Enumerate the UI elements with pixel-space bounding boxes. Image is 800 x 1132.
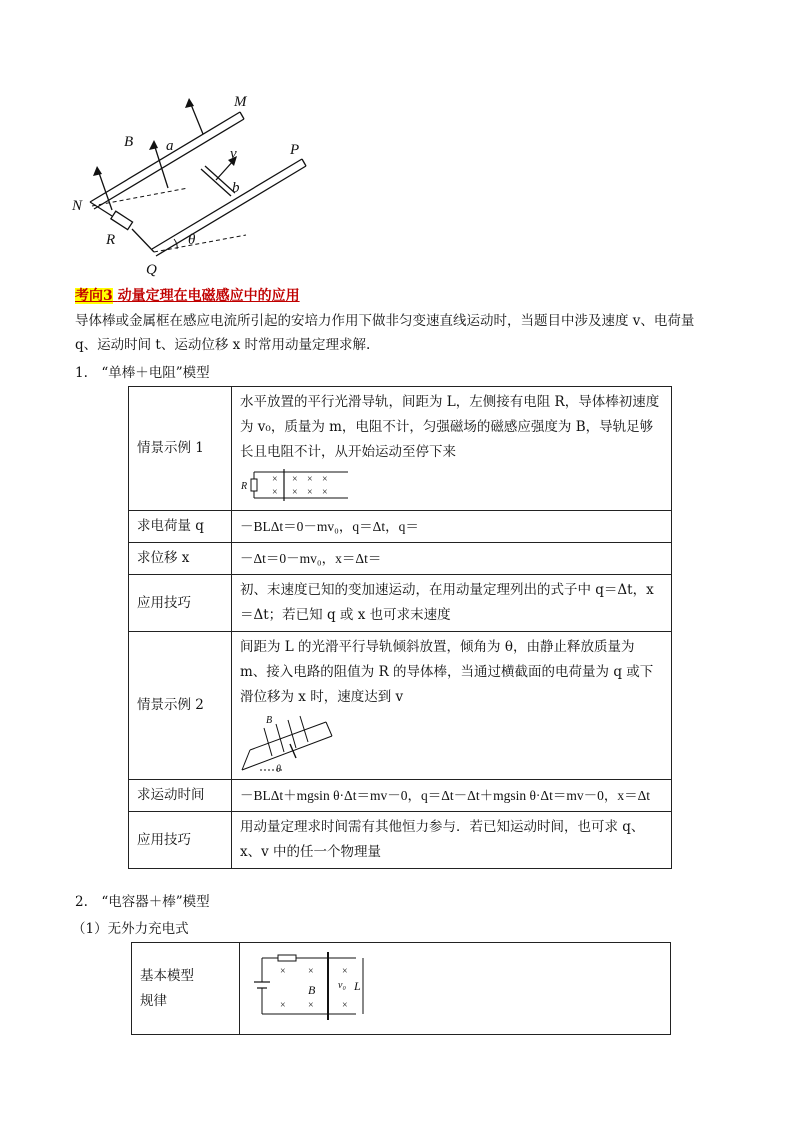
scene2-text: 间距为 L 的光滑平行导轨倾斜放置，倾角为 θ，由静止释放质量为 m、接入电路的阻值为 R 的导体棒，当通过横截面的电荷量为 q 或下滑位移为 x 时，速度达到 v <box>240 639 654 705</box>
label-v: v <box>230 146 237 162</box>
single-rod-resistor-figure <box>240 469 350 503</box>
model2-heading: 2. “电容器＋棒”模型 <box>75 894 210 910</box>
intro-line-1: 导体棒或金属框在感应电流所引起的安培力作用下做非匀变速直线运动时，当题目中涉及速度 v、电荷量 <box>75 313 695 329</box>
disp-text: －Δt＝0－mv₀，x＝Δt＝ <box>232 543 672 575</box>
svg-text:×: × <box>280 1000 286 1011</box>
table-row <box>129 780 672 812</box>
svg-text:×: × <box>307 487 313 498</box>
model1-table <box>128 386 672 869</box>
scene1-cell <box>232 387 672 511</box>
scene2-label: 情景示例 2 <box>129 632 232 780</box>
table-row <box>129 575 672 632</box>
fig1-label-R: R <box>241 481 248 492</box>
label-R: R <box>106 232 116 248</box>
inclined-rod-figure <box>240 714 340 776</box>
disp-label: 求位移 x <box>129 543 232 575</box>
table-row <box>129 632 672 780</box>
capacitor-rod-figure <box>248 950 368 1022</box>
label-N: N <box>72 198 83 214</box>
skill2-label: 应用技巧 <box>129 812 232 869</box>
skill2-text: 用动量定理求时间需有其他恒力参与．若已知运动时间，也可求 q、x、v 中的任一个物理量 <box>232 812 672 869</box>
section-title: 动量定理在电磁感应中的应用 <box>117 288 300 304</box>
label-M: M <box>234 94 247 110</box>
svg-text:×: × <box>308 966 314 977</box>
label-a: a <box>166 138 174 154</box>
scene2-cell <box>232 632 672 780</box>
svg-text:×: × <box>322 487 328 498</box>
fig2-label-B: B <box>266 715 273 726</box>
svg-text:×: × <box>272 487 278 498</box>
skill1-text: 初、末速度已知的变加速运动，在用动量定理列出的式子中 q＝Δt，x＝Δt；若已知 q 或 x 也可求末速度 <box>232 575 672 632</box>
time-text: －BLΔt＋mgsin θ·Δt＝mv－0，q＝Δt－Δt＋mgsin θ·Δt＝mv－0，x＝Δt <box>232 780 672 812</box>
model2-label-1: 基本模型 <box>140 967 194 984</box>
fig2-label-theta: θ <box>276 764 281 775</box>
svg-text:×: × <box>292 474 298 485</box>
table-row <box>129 543 672 575</box>
charge-text: －BLΔt＝0－mv₀，q＝Δt，q＝ <box>232 511 672 543</box>
section-heading <box>75 285 300 305</box>
section-tag: 考向3 <box>75 288 113 304</box>
model1-heading: 1. “单棒＋电阻”模型 <box>75 365 210 381</box>
model2-table <box>131 942 671 1035</box>
label-theta: θ <box>188 232 196 248</box>
scene1-text: 水平放置的平行光滑导轨，间距为 L，左侧接有电阻 R，导体棒初速度为 v₀，质量为 m，电阻不计，匀强磁场的磁感应强度为 B，导轨足够长且电阻不计，从开始运动至停下来 <box>240 394 660 460</box>
model2-label-cell <box>132 943 240 1035</box>
skill1-label: 应用技巧 <box>129 575 232 632</box>
model2-figure-cell <box>240 943 671 1035</box>
label-P: P <box>290 142 300 158</box>
model2-subheading: （1）无外力充电式 <box>72 921 189 937</box>
fig3-label-B: B <box>308 983 316 997</box>
svg-text:×: × <box>342 966 348 977</box>
label-B: B <box>124 134 134 150</box>
table-row <box>129 387 672 511</box>
svg-text:×: × <box>280 966 286 977</box>
time-label: 求运动时间 <box>129 780 232 812</box>
scene1-label: 情景示例 1 <box>129 387 232 511</box>
svg-text:×: × <box>342 1000 348 1011</box>
table-row <box>129 812 672 869</box>
model2-label-2: 规律 <box>140 992 167 1009</box>
svg-text:×: × <box>307 474 313 485</box>
inclined-rails-figure <box>68 92 308 282</box>
label-b: b <box>232 180 240 196</box>
table-row <box>132 943 671 1035</box>
label-Q: Q <box>146 262 157 278</box>
intro-line-2: q、运动时间 t、运动位移 x 时常用动量定理求解. <box>75 337 371 353</box>
svg-text:×: × <box>292 487 298 498</box>
svg-text:×: × <box>272 474 278 485</box>
svg-text:×: × <box>308 1000 314 1011</box>
intro-paragraph <box>75 309 735 357</box>
table-row <box>129 511 672 543</box>
fig3-label-v0: v₀ <box>338 980 346 991</box>
charge-label: 求电荷量 q <box>129 511 232 543</box>
fig3-label-L: L <box>354 979 361 993</box>
svg-text:×: × <box>322 474 328 485</box>
